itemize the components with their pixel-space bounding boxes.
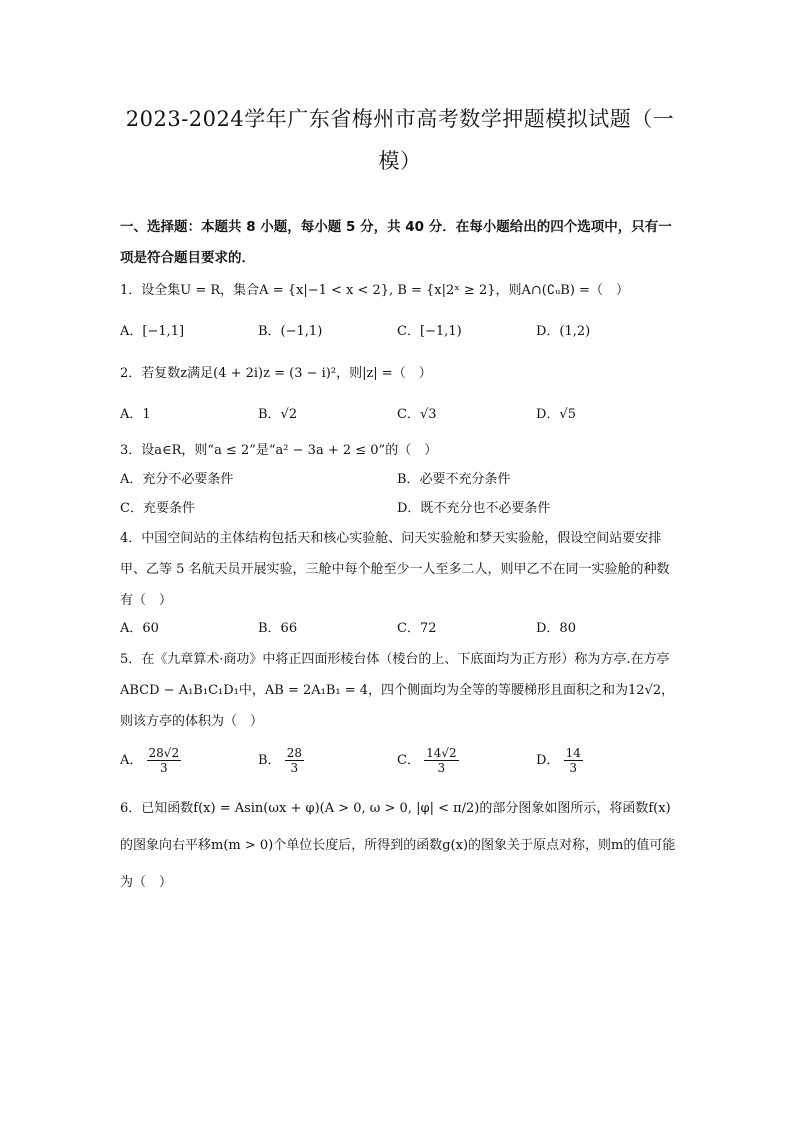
q1-option-c: C．[−1,1): [397, 324, 462, 339]
document-title: [110, 98, 690, 182]
question-6-stem: 6．已知函数f(x) = Asin(ωx + φ)(A > 0, ω > 0, |φ| < π/2)的部分图象如图所示，将函数f(x)的图象向右平移m(m > 0)个单位长度后，所得到的函数g(x)的图象关于原点对称，则m的值可能为（ ）: [120, 801, 676, 890]
denominator: 3: [290, 761, 299, 775]
title-line-2: 模）: [378, 149, 422, 173]
option-label: A．: [120, 753, 143, 768]
option-label: D．: [536, 753, 560, 768]
numerator: 28√2: [148, 746, 180, 760]
q5-option-b: [258, 746, 304, 775]
denominator: 3: [159, 761, 168, 775]
q5-option-a: [120, 746, 181, 775]
denominator: 3: [569, 761, 578, 775]
fraction: [285, 746, 304, 775]
question-2-stem: 2．若复数z满足(4 + 2i)z = (3 − i)²，则|z| =（ ）: [120, 366, 432, 381]
q2-option-c: C．√3: [397, 407, 437, 422]
numerator: 28: [286, 746, 302, 760]
question-4-stem: 4．中国空间站的主体结构包括天和核心实验舱、问天实验舱和梦天实验舱，假设空间站要安排甲、乙等 5 名航天员开展实验，三舱中每个舱至少一人至多二人，则甲乙不在同一实验舱的种数有（ ）: [120, 531, 670, 608]
denominator: 3: [437, 761, 446, 775]
option-label: B．: [258, 753, 281, 768]
fraction: [424, 746, 459, 775]
fraction: [564, 746, 583, 775]
option-label: C．: [397, 753, 420, 768]
q2-option-b: B．√2: [258, 407, 298, 422]
q5-option-d: [536, 746, 583, 775]
numerator: 14√2: [426, 746, 457, 760]
q1-option-d: D．(1,2): [536, 324, 591, 339]
q4-option-d: D．80: [536, 621, 576, 636]
section-heading: 一、选择题：本题共 8 小题，每小题 5 分，共 40 分．在每小题给出的四个选项中，只有一项是符合题目要求的．: [120, 219, 672, 266]
q3-option-b: B．必要不充分条件: [397, 472, 511, 487]
q1-option-a: A．[−1,1]: [120, 324, 185, 339]
q1-option-b: B．(−1,1): [258, 324, 323, 339]
title-line-1: 2023-2024学年广东省梅州市高考数学押题模拟试题（一: [125, 107, 675, 131]
q2-option-a: A．1: [120, 407, 151, 422]
q5-option-c: [397, 746, 459, 775]
fraction: [147, 746, 182, 775]
numerator: 14: [565, 746, 581, 760]
q4-option-a: A．60: [120, 621, 159, 636]
q4-option-c: C．72: [397, 621, 437, 636]
q3-option-c: C．充要条件: [120, 501, 195, 516]
question-1-stem: 1．设全集U = R，集合A = {x|−1 < x < 2}, B = {x|2ˣ ≥ 2}，则A∩(∁ᵤB) =（ ）: [120, 283, 629, 298]
q3-option-d: D．既不充分也不必要条件: [397, 501, 551, 516]
question-3-stem: 3．设a∈R，则“a ≤ 2”是“a² − 3a + 2 ≤ 0”的（ ）: [120, 443, 438, 458]
question-5-stem: 5．在《九章算术·商功》中将正四面形棱台体（棱台的上、下底面均为正方形）称为方亭.在方亭ABCD − A₁B₁C₁D₁中，AB = 2A₁B₁ = 4，四个侧面均为全等的等腰梯形且面积之和为12√2，则该方亭的体积为（ ）: [120, 652, 675, 729]
q4-option-b: B．66: [258, 621, 298, 636]
q2-option-d: D．√5: [536, 407, 576, 422]
q3-option-a: A．充分不必要条件: [120, 472, 234, 487]
